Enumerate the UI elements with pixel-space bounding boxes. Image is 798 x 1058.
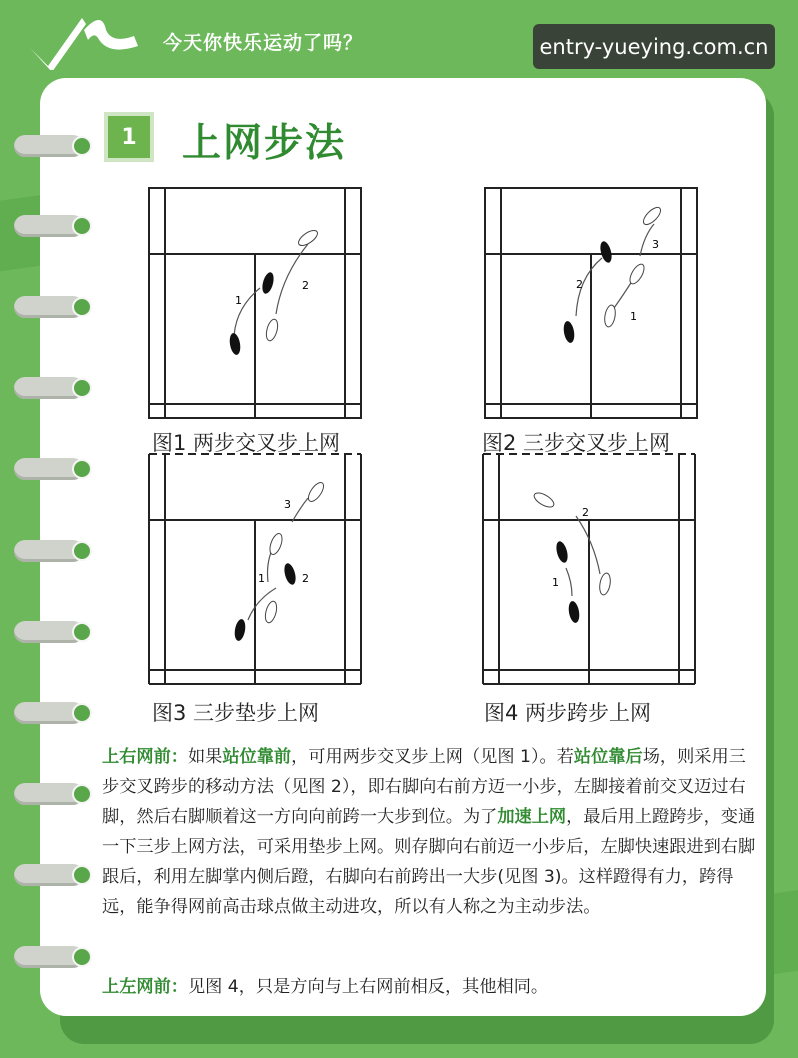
- footprint-icon: [282, 562, 297, 586]
- step-label: 3: [652, 238, 659, 251]
- binder-ring-icon: [14, 296, 84, 318]
- checkmark-logo-icon: [22, 10, 142, 70]
- figure-2-court-diagram: [484, 186, 698, 420]
- figure-3-court-diagram: [148, 452, 362, 686]
- step-label: 2: [582, 506, 589, 519]
- binder-ring-icon: [14, 377, 84, 399]
- section-title: 上网步法: [182, 121, 347, 166]
- paragraph-left-net: [102, 972, 762, 1002]
- binder-ring-icon: [14, 621, 84, 643]
- footprint-icon: [264, 318, 279, 342]
- footprint-icon: [554, 540, 569, 564]
- paragraph-right-net: [102, 742, 762, 922]
- step-label: 1: [235, 294, 242, 307]
- step-label: 3: [284, 498, 291, 511]
- footprint-icon: [296, 228, 320, 249]
- paragraph-text: 见图 4，只是方向与上右网前相反，其他相同。: [187, 977, 549, 997]
- footprint-icon: [641, 205, 664, 228]
- footprint-icon: [228, 332, 242, 355]
- footprint-icon: [567, 600, 581, 623]
- footprint-icon: [233, 618, 247, 641]
- binder-ring-icon: [14, 702, 84, 724]
- footprint-icon: [260, 271, 275, 295]
- figure-4-caption: 图4 两步跨步上网: [484, 701, 652, 725]
- figure-1-caption: 图1 两步交叉步上网: [152, 431, 341, 455]
- step-label: 1: [630, 310, 637, 323]
- header-slogan: 今天你快乐运动了吗？: [163, 32, 364, 54]
- figure-3-caption: 图3 三步垫步上网: [152, 701, 320, 725]
- footprint-icon: [598, 572, 612, 595]
- footprint-icon: [627, 262, 647, 286]
- paragraph-text: ，最后用上蹬跨步，变通一下三步上网方法，可采用垫步上网。则存脚向右前迈一小步后，左脚快速跟进到右脚跟后，利用左脚掌内侧后蹬，右脚向右前跨出一大步(见图 3)。这样蹬得有力，跨得远，能争得网前高击球点做主动进攻，所以有人称之为主动步法。: [102, 807, 756, 917]
- binder-ring-icon: [14, 540, 84, 562]
- footprint-icon: [598, 240, 613, 264]
- figure-1-court-diagram: [148, 186, 362, 420]
- highlight-text: 站位靠前: [222, 747, 292, 767]
- step-label: 1: [258, 572, 265, 585]
- highlight-text: 加速上网: [497, 807, 567, 827]
- footprint-icon: [603, 304, 617, 327]
- footprint-icon: [306, 480, 327, 504]
- step-label: 2: [302, 572, 309, 585]
- binder-ring-icon: [14, 864, 84, 886]
- step-label: 1: [552, 576, 559, 589]
- binder-ring-icon: [14, 946, 84, 968]
- footprint-icon: [532, 490, 556, 510]
- section-number-badge: 1: [104, 112, 154, 162]
- binder-ring-icon: [14, 458, 84, 480]
- highlight-text: 站位靠后: [573, 747, 643, 767]
- paragraph-text: ，可用两步交叉步上网（见图 1）。若: [291, 747, 574, 767]
- footprint-icon: [562, 320, 576, 343]
- watermark-url: entry-yueying.com.cn: [533, 24, 775, 69]
- figure-2-caption: 图2 三步交叉步上网: [482, 431, 671, 455]
- paragraph-text: 场，则采用三步交叉跨步的移动方法（见图 2），即右脚向右前方迈一小步，左脚接着前交叉迈过右脚，然后右脚顺着这一方向向前跨一大步到位。为了: [102, 747, 746, 827]
- binder-ring-icon: [14, 783, 84, 805]
- figure-4-court-diagram: [482, 452, 696, 686]
- step-label: 2: [302, 279, 309, 292]
- step-label: 2: [576, 278, 583, 291]
- paragraph-lead: 上左网前：: [102, 977, 188, 997]
- paragraph-lead: 上右网前：: [102, 747, 188, 767]
- paragraph-text: 如果: [187, 747, 223, 767]
- footprint-icon: [268, 532, 285, 556]
- binder-ring-icon: [14, 215, 84, 237]
- footprint-icon: [263, 600, 278, 624]
- binder-ring-icon: [14, 135, 84, 157]
